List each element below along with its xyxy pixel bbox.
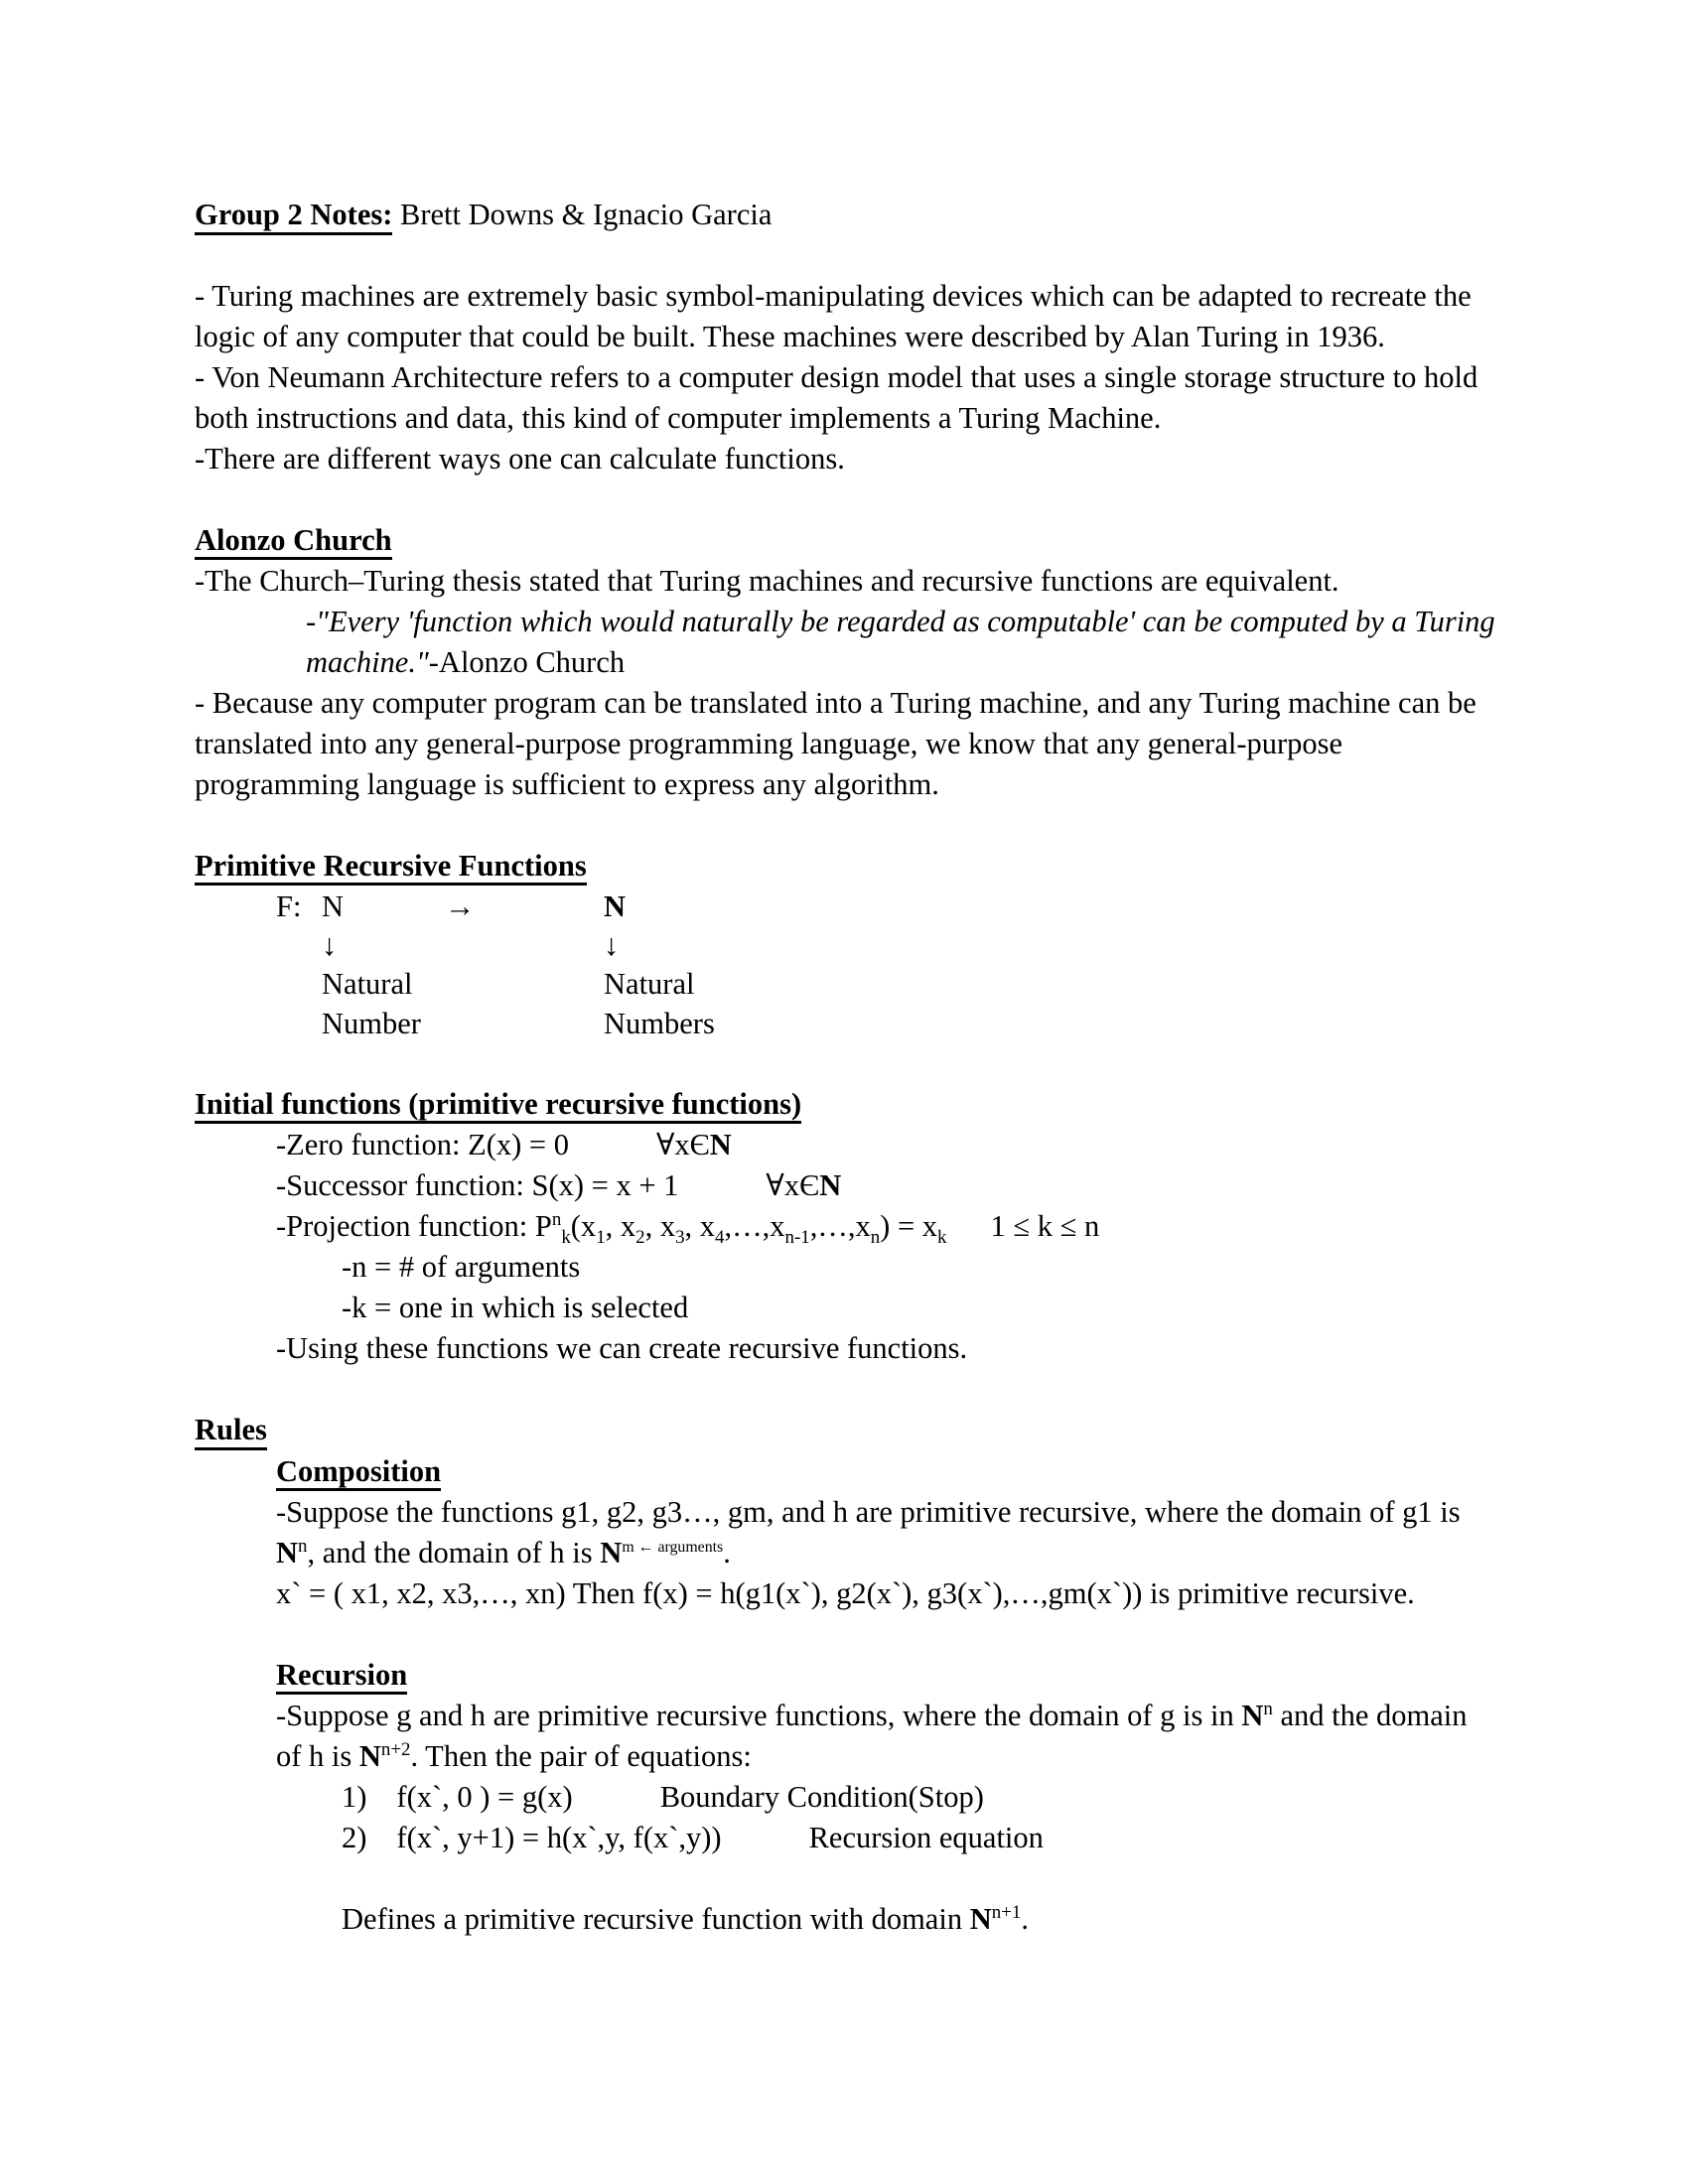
diagram-row-arrows (276, 926, 1495, 964)
projection-arg-sub-n-minus-1: n-1 (784, 1227, 810, 1249)
church-because-paragraph: - Because any computer program can be translated into a Turing machine, and any Turing machine can be translated into any general-purpose programming language, we know that any general-purpose programming language is sufficient to express any algorithm. (195, 686, 1477, 802)
down-arrow-icon-left: ↓ (322, 928, 338, 963)
section-heading-rules: Rules (195, 1413, 267, 1449)
spacer (195, 1614, 1495, 1655)
diagram-spacer-mid (445, 964, 604, 1004)
quote-attribution: -Alonzo Church (428, 645, 626, 680)
zero-function-label: -Zero function: Z(x) = 0 (276, 1128, 569, 1162)
spacer (195, 1043, 1495, 1084)
section-heading-initial-functions: Initial functions (primitive recursive functions) (195, 1087, 801, 1124)
church-quote (195, 602, 1495, 683)
diagram-left-word-1: Natural (322, 967, 413, 1002)
spacer (195, 479, 1495, 520)
zero-function-set: N (709, 1128, 732, 1162)
zero-function-quantifier: ∀xЄ (656, 1128, 710, 1162)
diagram-domain: N (322, 889, 345, 924)
subsection-heading-recursion-wrap (195, 1655, 1495, 1696)
composition-paragraph-2: x` = ( x1, x2, x3,…, xn) Then f(x) = h(g1(x`), g2(x`), g3(x`),…,gm(x`)) is primitive recursive. (276, 1575, 1415, 1610)
successor-function-line (195, 1165, 1495, 1206)
diagram-spacer-mid (445, 926, 604, 964)
intro-bullet-calculate-functions: -There are different ways one can calculate functions. (195, 442, 845, 476)
spacer (195, 1858, 1495, 1899)
recursion-set-n-2: N (358, 1738, 381, 1773)
projection-args-open: (x (570, 1209, 597, 1244)
document-body (195, 195, 1495, 1940)
successor-function-label: -Successor function: S(x) = x + 1 (276, 1168, 679, 1203)
successor-function-set: N (819, 1168, 842, 1203)
projection-ellipsis-1: ,…, (724, 1209, 771, 1244)
diagram-spacer (276, 964, 322, 1004)
composition-set-n-1: N (276, 1535, 299, 1570)
composition-sup-m-arguments: m ← arguments (622, 1538, 724, 1556)
using-functions-note: -Using these functions we can create recursive functions. (276, 1331, 968, 1366)
page-authors: Brett Downs & Ignacio Garcia (392, 198, 773, 231)
subsection-heading-recursion: Recursion (276, 1658, 407, 1695)
quote-dash: - (306, 605, 317, 639)
diagram-right-word-1: Natural (604, 967, 695, 1002)
section-heading-alonzo-church-wrap (195, 520, 1495, 561)
recursion-text-a: -Suppose g and h are primitive recursive functions, where the domain of g is in (276, 1698, 1242, 1732)
projection-tail: ) = x (880, 1209, 938, 1244)
zero-function-line (195, 1125, 1495, 1165)
composition-text-c: . (723, 1535, 731, 1570)
recursion-equation-1-body: f(x`, 0 ) = g(x) (396, 1779, 573, 1814)
function-mapping-diagram (195, 887, 1495, 1043)
recursion-equation-2-body: f(x`, y+1) = h(x`,y, f(x`,y)) (396, 1820, 722, 1854)
projection-sep-3: , x (684, 1209, 716, 1244)
recursion-equation-2 (195, 1818, 1495, 1858)
subsection-heading-composition-wrap (195, 1451, 1495, 1492)
quote-text: "Every 'function which would naturally be regarded as computable' can be computed by a Turing machine." (306, 605, 1495, 680)
diagram-spacer (276, 926, 322, 964)
composition-text-b: , and the domain of h is (307, 1535, 601, 1570)
composition-text-a: -Suppose the functions g1, g2, g3…, gm, and h are primitive recursive, where the domain of g1 is (276, 1494, 1461, 1529)
projection-arg-sub-2: 2 (635, 1227, 645, 1249)
projection-arg-sub-1: 1 (596, 1227, 606, 1249)
diagram-spacer-mid (445, 1004, 604, 1043)
right-arrow-icon: → (445, 889, 476, 924)
projection-subscript-k: k (561, 1227, 571, 1249)
successor-function-quantifier: ∀xЄ (766, 1168, 820, 1203)
projection-sep-1: , x (605, 1209, 636, 1244)
projection-function-line: -Projection function: $P^n_k(x_1$, $x_2$, $x_3$, $x_4,\dots,x_{n-1},\dots,x_n) = x_k$ 1 ≤ k ≤ n (276, 1209, 1100, 1249)
section-heading-rules-wrap (195, 1410, 1495, 1450)
projection-arg-sub-n: n (870, 1227, 881, 1249)
diagram-row-labels-1 (276, 964, 1495, 1004)
projection-sep-2: , x (644, 1209, 676, 1244)
projection-arg-sub-4: 4 (715, 1227, 725, 1249)
recursion-equation-2-note: Recursion equation (808, 1820, 1044, 1854)
recursion-sup-n-plus-2: n+2 (380, 1738, 411, 1760)
recursion-equation-1-note: Boundary Condition(Stop) (659, 1779, 984, 1814)
recursion-equation-1-number: 1) (342, 1779, 367, 1814)
recursion-set-n-1: N (1241, 1698, 1264, 1732)
recursion-text-b: and the domain of h is (276, 1698, 1468, 1773)
recursion-text-c: . Then the pair of equations: (410, 1738, 752, 1773)
recursion-paragraph-1 (195, 1696, 1495, 1777)
diagram-row-signature (276, 887, 1495, 926)
composition-sup-n: n (298, 1535, 308, 1557)
composition-paragraph-1 (195, 1492, 1495, 1573)
recursion-sup-n: n (1263, 1698, 1273, 1719)
page-title-heading: Group 2 Notes: (195, 199, 392, 235)
recursion-equation-2-number: 2) (342, 1820, 367, 1854)
recursion-equation-1 (195, 1777, 1495, 1818)
section-heading-alonzo-church: Alonzo Church (195, 523, 392, 560)
defines-sup-n-plus-1: n+1 (991, 1901, 1022, 1923)
section-heading-initial-wrap (195, 1084, 1495, 1125)
diagram-row-labels-2 (276, 1004, 1495, 1043)
intro-bullet-turing-machines: - Turing machines are extremely basic symbol-manipulating devices which can be adapted to recreate the logic of any computer that could be built. These machines were described by Alan Turing in 1936. (195, 279, 1472, 353)
section-heading-primitive-wrap (195, 846, 1495, 887)
defines-text-b: . (1021, 1901, 1029, 1936)
composition-set-n-2: N (600, 1535, 623, 1570)
recursion-defines-line (195, 1899, 1495, 1940)
projection-result-sub-k: k (937, 1227, 947, 1249)
spacer (195, 805, 1495, 846)
subsection-heading-composition: Composition (276, 1454, 441, 1491)
intro-bullet-von-neumann: - Von Neumann Architecture refers to a computer design model that uses a single storage structure to hold both instructions and data, this kind of computer implements a Turing Machine. (195, 360, 1478, 435)
projection-range: 1 ≤ k ≤ n (990, 1209, 1100, 1244)
section-heading-primitive-recursive-functions: Primitive Recursive Functions (195, 849, 587, 886)
defines-text-a: Defines a primitive recursive function with domain (342, 1901, 970, 1936)
down-arrow-icon-right: ↓ (604, 928, 620, 963)
defines-set-n: N (969, 1901, 992, 1936)
projection-ellipsis-2: ,…, (809, 1209, 856, 1244)
spacer (195, 1369, 1495, 1410)
diagram-right-word-2: Numbers (604, 1007, 715, 1041)
page-title (195, 195, 1495, 235)
diagram-left-word-2: Number (322, 1007, 421, 1041)
projection-function-label: -Projection function: P (276, 1209, 552, 1244)
projection-note-n: -n = # of arguments (342, 1250, 581, 1285)
projection-note-k: -k = one in which is selected (342, 1291, 689, 1325)
diagram-spacer (276, 1004, 322, 1043)
spacer (195, 235, 1495, 276)
church-turing-thesis: -The Church–Turing thesis stated that Turing machines and recursive functions are equivalent. (195, 564, 1339, 599)
projection-arg-sub-3: 3 (675, 1227, 685, 1249)
diagram-codomain: N (604, 889, 627, 924)
diagram-f-label: F: (276, 889, 302, 924)
projection-superscript-n: n (551, 1209, 562, 1231)
